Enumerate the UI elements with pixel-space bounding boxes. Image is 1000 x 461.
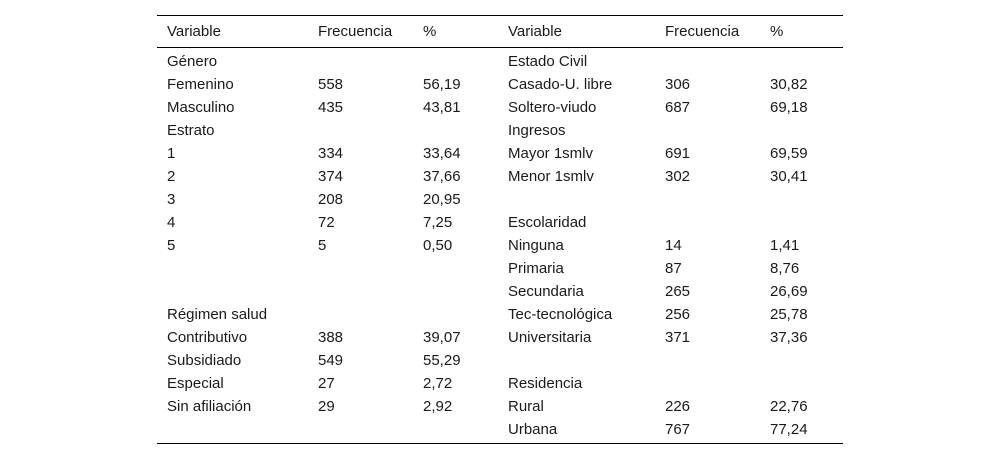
cell-variable-right: Escolaridad	[508, 214, 587, 231]
cell-percent-left: 39,07	[423, 329, 461, 346]
cell-frecuencia-left: 334	[318, 145, 344, 162]
cell-frecuencia-right: 306	[665, 76, 691, 93]
cell-percent-right: 77,24	[760, 418, 843, 444]
table-row	[157, 48, 843, 74]
header-frecuencia-left: Frecuencia	[308, 16, 413, 48]
cell-frecuencia-right: 256	[665, 306, 691, 323]
cell-percent-right: 25,78	[770, 306, 808, 323]
cell-variable-left: 5	[167, 237, 176, 254]
cell-variable-left: 4	[167, 214, 176, 231]
cell-variable-right: Universitaria	[508, 329, 592, 346]
frequency-table-container	[157, 15, 843, 444]
table-row	[157, 234, 843, 257]
cell-frecuencia-left: 27	[318, 375, 335, 392]
frequency-table	[157, 15, 843, 444]
cell-percent-right	[760, 372, 843, 395]
cell-variable-left: Contributivo	[167, 329, 248, 346]
cell-percent-left: 7,25	[423, 214, 453, 231]
cell-variable-left: 3	[167, 191, 176, 208]
table-header-row	[157, 16, 843, 48]
cell-percent-left	[413, 418, 498, 444]
cell-variable-left: Estrato	[167, 122, 215, 139]
cell-frecuencia-left: 388	[318, 329, 344, 346]
cell-variable-right: Casado-U. libre	[508, 76, 613, 93]
cell-frecuencia-right: 302	[665, 168, 691, 185]
cell-frecuencia-left: 29	[318, 398, 335, 415]
cell-frecuencia-left	[308, 257, 413, 280]
table-row	[157, 349, 843, 372]
cell-percent-right	[760, 119, 843, 142]
table-row	[157, 280, 843, 303]
cell-percent-right	[760, 188, 843, 211]
cell-variable-right: Menor 1smlv	[508, 168, 594, 185]
cell-percent-left: 33,64	[423, 145, 461, 162]
cell-variable-right: Urbana	[498, 418, 655, 444]
cell-percent-left: 20,95	[423, 191, 461, 208]
cell-frecuencia-left: 558	[318, 76, 344, 93]
cell-variable-right: Rural	[508, 398, 544, 415]
table-row	[157, 188, 843, 211]
cell-frecuencia-right: 687	[665, 99, 691, 116]
cell-frecuencia-right	[655, 211, 760, 234]
header-frecuencia-right: Frecuencia	[655, 16, 760, 48]
cell-variable-left: Masculino	[167, 99, 235, 116]
cell-variable-left	[157, 418, 308, 444]
table-row	[157, 303, 843, 326]
table-row	[157, 73, 843, 96]
cell-variable-left: Subsidiado	[167, 352, 242, 369]
cell-variable-left: Femenino	[167, 76, 234, 93]
cell-variable-right: Estado Civil	[508, 53, 588, 70]
cell-frecuencia-left: 435	[318, 99, 344, 116]
cell-percent-right: 26,69	[770, 283, 808, 300]
cell-frecuencia-left	[308, 48, 413, 74]
cell-percent-right: 8,76	[770, 260, 800, 277]
cell-percent-right: 69,59	[770, 145, 808, 162]
cell-frecuencia-right: 87	[665, 260, 682, 277]
table-row	[157, 165, 843, 188]
table-row	[157, 211, 843, 234]
cell-percent-left: 37,66	[423, 168, 461, 185]
cell-variable-right: Residencia	[508, 375, 583, 392]
cell-percent-left	[413, 280, 498, 303]
cell-frecuencia-right	[655, 372, 760, 395]
cell-variable-right: Primaria	[508, 260, 564, 277]
cell-percent-right	[760, 349, 843, 372]
cell-percent-right	[760, 211, 843, 234]
table-row	[157, 372, 843, 395]
cell-frecuencia-left: 5	[318, 237, 327, 254]
cell-variable-left: Género	[167, 53, 218, 70]
cell-variable-right	[498, 188, 655, 211]
cell-percent-right: 30,82	[770, 76, 808, 93]
cell-percent-left: 2,92	[423, 398, 453, 415]
header-variable-right: Variable	[498, 16, 655, 48]
cell-percent-left: 55,29	[423, 352, 461, 369]
cell-percent-left: 0,50	[423, 237, 453, 254]
cell-frecuencia-left: 72	[318, 214, 335, 231]
cell-frecuencia-right: 691	[665, 145, 691, 162]
cell-percent-right	[760, 48, 843, 74]
table-row	[157, 257, 843, 280]
cell-variable-right	[498, 349, 655, 372]
cell-frecuencia-right	[655, 119, 760, 142]
table-row	[157, 418, 843, 444]
table-row	[157, 96, 843, 119]
cell-frecuencia-right	[655, 48, 760, 74]
cell-frecuencia-right: 371	[665, 329, 691, 346]
cell-frecuencia-left: 374	[318, 168, 344, 185]
cell-frecuencia-left: 208	[318, 191, 344, 208]
header-variable-left: Variable	[157, 16, 308, 48]
cell-percent-right: 69,18	[770, 99, 808, 116]
cell-frecuencia-right: 767	[655, 418, 760, 444]
cell-variable-left	[157, 280, 308, 303]
cell-variable-right: Mayor 1smlv	[508, 145, 594, 162]
table-body	[157, 48, 843, 444]
cell-frecuencia-right: 226	[665, 398, 691, 415]
cell-percent-right: 22,76	[770, 398, 808, 415]
cell-variable-right: Soltero-viudo	[508, 99, 597, 116]
cell-percent-right: 37,36	[770, 329, 808, 346]
cell-variable-left: Especial	[167, 375, 224, 392]
cell-percent-left: 43,81	[423, 99, 461, 116]
cell-frecuencia-right: 265	[665, 283, 691, 300]
cell-percent-right: 30,41	[770, 168, 808, 185]
header-percent-left: %	[413, 16, 498, 48]
cell-percent-left: 56,19	[423, 76, 461, 93]
cell-variable-right: Ingresos	[508, 122, 566, 139]
table-row	[157, 119, 843, 142]
table-row	[157, 326, 843, 349]
cell-frecuencia-left	[308, 280, 413, 303]
cell-variable-left: 1	[167, 145, 176, 162]
cell-variable-right: Secundaria	[508, 283, 584, 300]
cell-frecuencia-left: 549	[318, 352, 344, 369]
table-row	[157, 395, 843, 418]
cell-percent-left	[413, 303, 498, 326]
cell-percent-left	[413, 119, 498, 142]
cell-frecuencia-right	[655, 349, 760, 372]
cell-percent-right: 1,41	[770, 237, 800, 254]
cell-variable-left: Sin afiliación	[167, 398, 252, 415]
cell-percent-left	[413, 257, 498, 280]
table-row	[157, 142, 843, 165]
cell-percent-left	[413, 48, 498, 74]
cell-frecuencia-left	[308, 119, 413, 142]
cell-variable-left	[157, 257, 308, 280]
cell-variable-left: 2	[167, 168, 176, 185]
cell-frecuencia-left	[308, 303, 413, 326]
header-percent-right: %	[760, 16, 843, 48]
cell-percent-left: 2,72	[423, 375, 453, 392]
cell-variable-right: Tec-tecnológica	[508, 306, 613, 323]
cell-variable-left: Régimen salud	[167, 306, 268, 323]
cell-frecuencia-left	[308, 418, 413, 444]
cell-variable-right: Ninguna	[508, 237, 564, 254]
cell-frecuencia-right	[655, 188, 760, 211]
cell-frecuencia-right: 14	[665, 237, 682, 254]
